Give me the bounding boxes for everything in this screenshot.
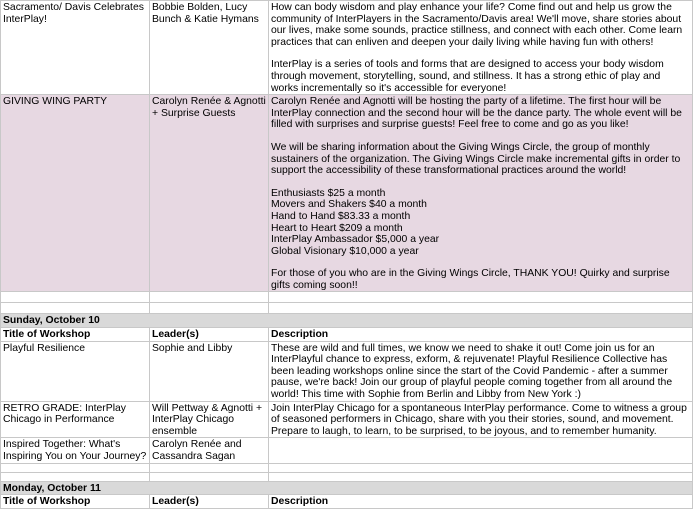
column-header-title[interactable] xyxy=(1,495,150,509)
day-header-row xyxy=(1,314,693,328)
workshop-leaders: Carolyn Renée & Agnotti + Surprise Guests xyxy=(152,96,266,119)
description-paragraph: InterPlay is a series of tools and forms that are designed to access your body wisdom through movement, storytelling, sound, and stillness. It has a strong ethic of play and works incrementally so it's accessible for everyone! xyxy=(271,59,664,94)
table-row xyxy=(1,438,693,463)
workshop-title: Sacramento/ Davis Celebrates InterPlay! xyxy=(3,2,144,25)
empty-cell[interactable] xyxy=(150,463,269,472)
description-cell[interactable] xyxy=(269,1,693,95)
workshop-title: GIVING WING PARTY xyxy=(3,96,108,108)
description-cell[interactable] xyxy=(269,401,693,438)
giving-level: InterPlay Ambassador $5,000 a year xyxy=(271,234,440,246)
day-header-cell[interactable] xyxy=(1,314,693,328)
empty-cell[interactable] xyxy=(269,303,693,314)
day-header-row xyxy=(1,481,693,495)
empty-cell[interactable] xyxy=(150,303,269,314)
empty-cell[interactable] xyxy=(269,463,693,472)
empty-cell[interactable] xyxy=(1,463,150,472)
header-label: Title of Workshop xyxy=(3,329,91,341)
workshop-title: RETRO GRADE: InterPlay Chicago in Performance xyxy=(3,402,126,426)
table-row xyxy=(1,95,693,292)
column-header-leader[interactable] xyxy=(150,495,269,509)
workshop-title-cell[interactable] xyxy=(1,401,150,438)
workshop-title-cell[interactable] xyxy=(1,95,150,292)
workshop-leaders: Carolyn Renée and Cassandra Sagan xyxy=(152,439,242,462)
description-paragraph: How can body wisdom and play enhance your life? Come find out and help us grow the community of InterPlayers in the Sacramento/Davis area! We'll move, share stories about our lives, make some sounds, practice stillness, and connect with each other. Come learn practices that can enliven and deepen your daily living while having fun with others! xyxy=(271,2,683,48)
empty-row xyxy=(1,292,693,303)
empty-cell[interactable] xyxy=(1,472,150,481)
table-row xyxy=(1,1,693,95)
empty-cell[interactable] xyxy=(269,292,693,303)
empty-row xyxy=(1,463,693,472)
header-label: Description xyxy=(271,329,329,341)
leader-cell[interactable] xyxy=(150,438,269,463)
description-paragraph: Carolyn Renée and Agnotti will be hosting the party of a lifetime. The first hour will be InterPlay connection and the second hour will be the dance party. The whole event will be filled with surprises and surprise guests! Feel free to come and go as you like! xyxy=(271,96,682,131)
empty-row xyxy=(1,472,693,481)
giving-level: Enthusiasts $25 a month xyxy=(271,187,386,199)
giving-level: Movers and Shakers $40 a month xyxy=(271,199,427,211)
header-label: Leader(s) xyxy=(152,329,199,341)
workshop-leaders: Sophie and Libby xyxy=(152,342,233,354)
column-header-leader[interactable] xyxy=(150,328,269,342)
description-paragraph: For those of you who are in the Giving Wings Circle, THANK YOU! Quirky and surprise gifts coming soon!! xyxy=(271,268,670,291)
empty-cell[interactable] xyxy=(150,292,269,303)
column-header-title[interactable] xyxy=(1,328,150,342)
description-cell[interactable] xyxy=(269,438,693,463)
giving-level: Hand to Hand $83.33 a month xyxy=(271,210,411,222)
workshop-title-cell[interactable] xyxy=(1,1,150,95)
day-header-cell[interactable] xyxy=(1,481,693,495)
workshop-title: Inspired Together: What's Inspiring You on Your Journey? xyxy=(3,439,147,462)
header-label: Leader(s) xyxy=(152,496,199,508)
empty-cell[interactable] xyxy=(1,303,150,314)
leader-cell[interactable] xyxy=(150,95,269,292)
header-label: Title of Workshop xyxy=(3,496,91,508)
empty-cell[interactable] xyxy=(1,292,150,303)
description-paragraph: Join InterPlay Chicago for a spontaneous InterPlay performance. Come to witness a group of seasoned performers in Chicago, share with you their stories, sound, and movement. Prepare to laugh, to learn, to be surprised, to be joyous, and to remember humanity. xyxy=(271,402,687,437)
description-paragraph: These are wild and full times, we know we need to shake it out! Come join us for an InterPlayful chance to express, exform, & rejuvenate! Playful Resilience Collective has been leading workshops online since the start of the Covid Pandemic - after a summer pause, we're back! Join our group of playful people coming together from all around the world! This time with Sophie from Berlin and Libby from New York :) xyxy=(271,342,673,401)
empty-cell[interactable] xyxy=(150,472,269,481)
column-header-description[interactable] xyxy=(269,328,693,342)
giving-level: Global Visionary $10,000 a year xyxy=(271,245,419,257)
empty-cell[interactable] xyxy=(269,472,693,481)
description-cell[interactable] xyxy=(269,95,693,292)
leader-cell[interactable] xyxy=(150,341,269,401)
header-label: Description xyxy=(271,496,329,508)
column-header-row xyxy=(1,328,693,342)
leader-cell[interactable] xyxy=(150,1,269,95)
workshop-leaders: Bobbie Bolden, Lucy Bunch & Katie Hymans xyxy=(152,2,259,25)
day-label: Monday, October 11 xyxy=(3,482,101,494)
description-cell[interactable] xyxy=(269,341,693,401)
workshop-leaders: Will Pettway & Agnotti + InterPlay Chicago ensemble xyxy=(152,402,263,437)
column-header-row xyxy=(1,495,693,509)
description-paragraph: We will be sharing information about the Giving Wings Circle, the group of monthly sustainers of the organization. The Giving Wings Circle make incremental gifts in order to support the accessibility of these transformational practices around the world! xyxy=(271,141,681,177)
workshop-title-cell[interactable] xyxy=(1,438,150,463)
leader-cell[interactable] xyxy=(150,401,269,438)
workshop-title: Playful Resilience xyxy=(3,342,86,354)
empty-row xyxy=(1,303,693,314)
table-row xyxy=(1,341,693,401)
table-row xyxy=(1,401,693,438)
day-label: Sunday, October 10 xyxy=(3,315,100,327)
giving-level: Heart to Heart $209 a month xyxy=(271,222,403,234)
workshop-title-cell[interactable] xyxy=(1,341,150,401)
column-header-description[interactable] xyxy=(269,495,693,509)
